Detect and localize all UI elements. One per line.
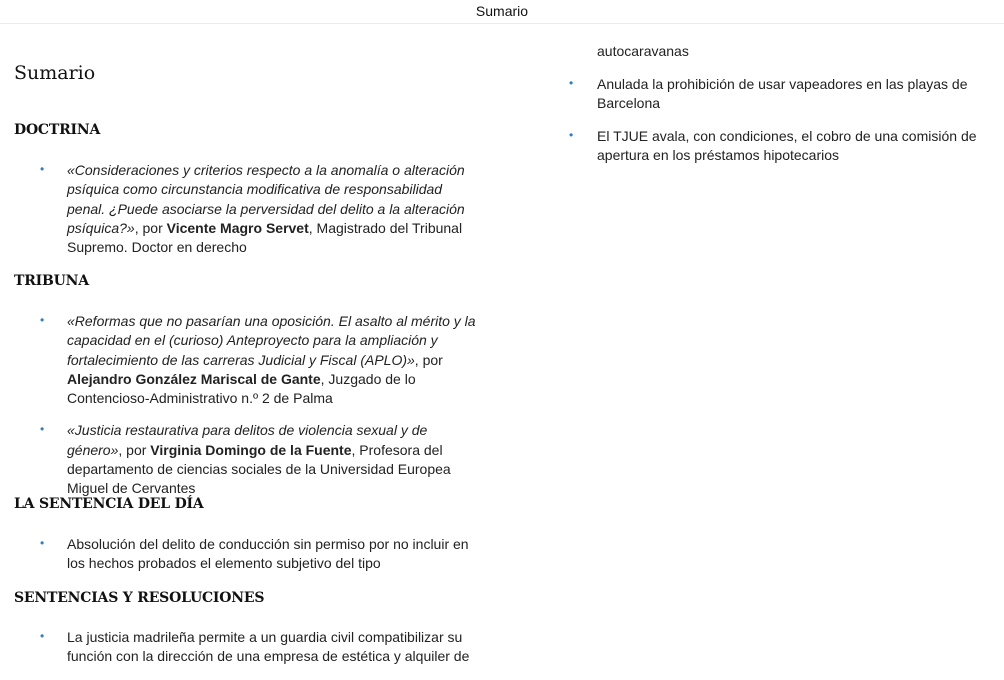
author-role: , Magistrado del Tribunal Supremo. Doctor en derecho xyxy=(67,219,463,256)
section-heading-sentencias: SENTENCIAS Y RESOLUCIONES xyxy=(14,590,265,606)
doctrina-list xyxy=(14,161,484,270)
list-item[interactable] xyxy=(569,75,979,114)
page-title: Sumario xyxy=(14,62,96,84)
top-bar-title: Sumario xyxy=(475,3,529,19)
bullet-icon: • xyxy=(40,536,45,550)
article-title: «Justicia restaurativa para delitos de violencia sexual y de género» xyxy=(67,422,428,458)
bullet-icon: • xyxy=(40,162,45,176)
by-text: , por xyxy=(134,219,167,236)
tribuna-list xyxy=(14,312,484,512)
item-text: La justicia madrileña permite a un guardia civil compatibilizar su función con la dirección de una empresa de estética y alquiler de xyxy=(67,629,470,665)
section-heading-sentencia-del-dia: LA SENTENCIA DEL DÍA xyxy=(14,496,204,512)
list-item[interactable] xyxy=(14,421,484,498)
continued-text: autocaravanas xyxy=(597,43,689,59)
item-text: El TJUE avala, con condiciones, el cobro de una comisión de apertura en los préstamos hipotecarios xyxy=(597,127,977,163)
bullet-icon: • xyxy=(40,313,45,327)
author-name: Vicente Magro Servet xyxy=(166,219,309,236)
by-text: , por xyxy=(414,351,443,368)
section-heading-tribuna: TRIBUNA xyxy=(14,273,89,289)
bullet-icon: • xyxy=(40,629,45,643)
section-heading-doctrina: DOCTRINA xyxy=(14,122,101,138)
item-text: Anulada la prohibición de usar vapeadores en las playas de Barcelona xyxy=(597,76,968,112)
item-text: Absolución del delito de conducción sin permiso por no incluir en los hechos probados el elemento subjetivo del tipo xyxy=(67,536,469,572)
bullet-icon: • xyxy=(569,127,574,142)
author-name: Alejandro González Mariscal de Gante xyxy=(67,370,321,387)
list-item[interactable] xyxy=(14,312,484,408)
list-item[interactable] xyxy=(569,127,979,166)
list-item[interactable] xyxy=(14,161,484,257)
sentencias-list-continued xyxy=(569,75,979,178)
sentencia-dia-list xyxy=(14,535,484,587)
by-text: , por xyxy=(118,441,151,458)
list-item[interactable] xyxy=(14,628,484,667)
list-item[interactable] xyxy=(14,535,484,574)
top-bar xyxy=(0,0,1004,24)
author-role: , Juzgado de lo Contencioso-Administrativo n.º 2 de Palma xyxy=(67,370,416,407)
bullet-icon: • xyxy=(40,422,45,437)
article-title: «Consideraciones y criterios respecto a la anomalía o alteración psíquica como circunstancia modificativa de responsabilidad penal. ¿Puede asociarse la perversidad del delito a la alteración psíquica?» xyxy=(67,162,465,236)
article-title: «Reformas que no pasarían una oposición. El asalto al mérito y la capacidad en el (curioso) Anteproyecto para la ampliación y fortalecimiento de las carreras Judicial y Fiscal (APLO)» xyxy=(67,313,476,368)
author-name: Virginia Domingo de la Fuente xyxy=(150,441,352,458)
sentencias-list xyxy=(14,628,484,680)
author-role: , Profesora del departamento de ciencias sociales de la Universidad Europea Miguel de Cervantes xyxy=(67,441,451,497)
bullet-icon: • xyxy=(569,76,574,90)
